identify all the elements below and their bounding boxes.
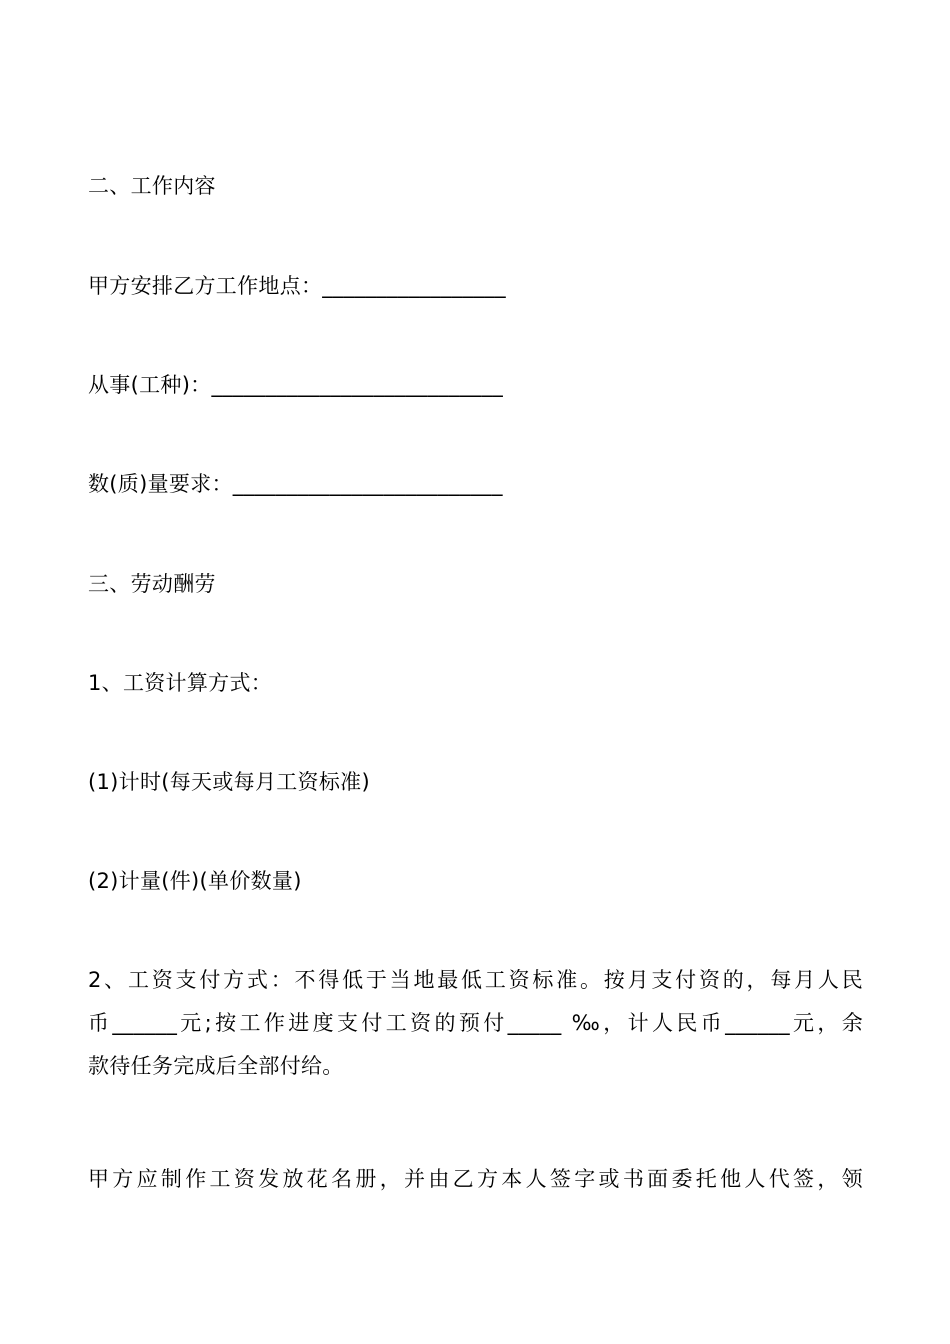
- wage-payment-paragraph: [88, 966, 863, 1080]
- section-heading-work-content: 二、工作内容: [88, 174, 216, 198]
- payroll-roster-line-1: 甲方应制作工资发放花名册，并由乙方本人签字或书面委托他人代签，领: [88, 1167, 863, 1191]
- wage-calculation-heading: 1、工资计算方式：: [88, 671, 273, 695]
- wage-payment-line-1: 2、工资支付方式：不得低于当地最低工资标准。按月支付资的，每月人民: [88, 968, 863, 992]
- wage-payment-line-3: 款待任务完成后全部付给。: [88, 1054, 344, 1078]
- quality-requirement-field: 数(质)量要求：_________________________: [88, 472, 503, 496]
- wage-time-based-item: (1)计时(每天或每月工资标准): [88, 770, 370, 794]
- work-location-field: 甲方安排乙方工作地点：_________________: [88, 274, 506, 298]
- wage-payment-line-2: 币______元;按工作进度支付工资的预付_____ ‰，计人民币______元，余: [88, 1011, 863, 1035]
- section-heading-remuneration: 三、劳动酬劳: [88, 572, 216, 596]
- job-type-field: 从事(工种)：___________________________: [88, 373, 504, 397]
- wage-piece-based-item: (2)计量(件)(单价数量): [88, 869, 302, 893]
- payroll-roster-paragraph: [88, 1165, 863, 1193]
